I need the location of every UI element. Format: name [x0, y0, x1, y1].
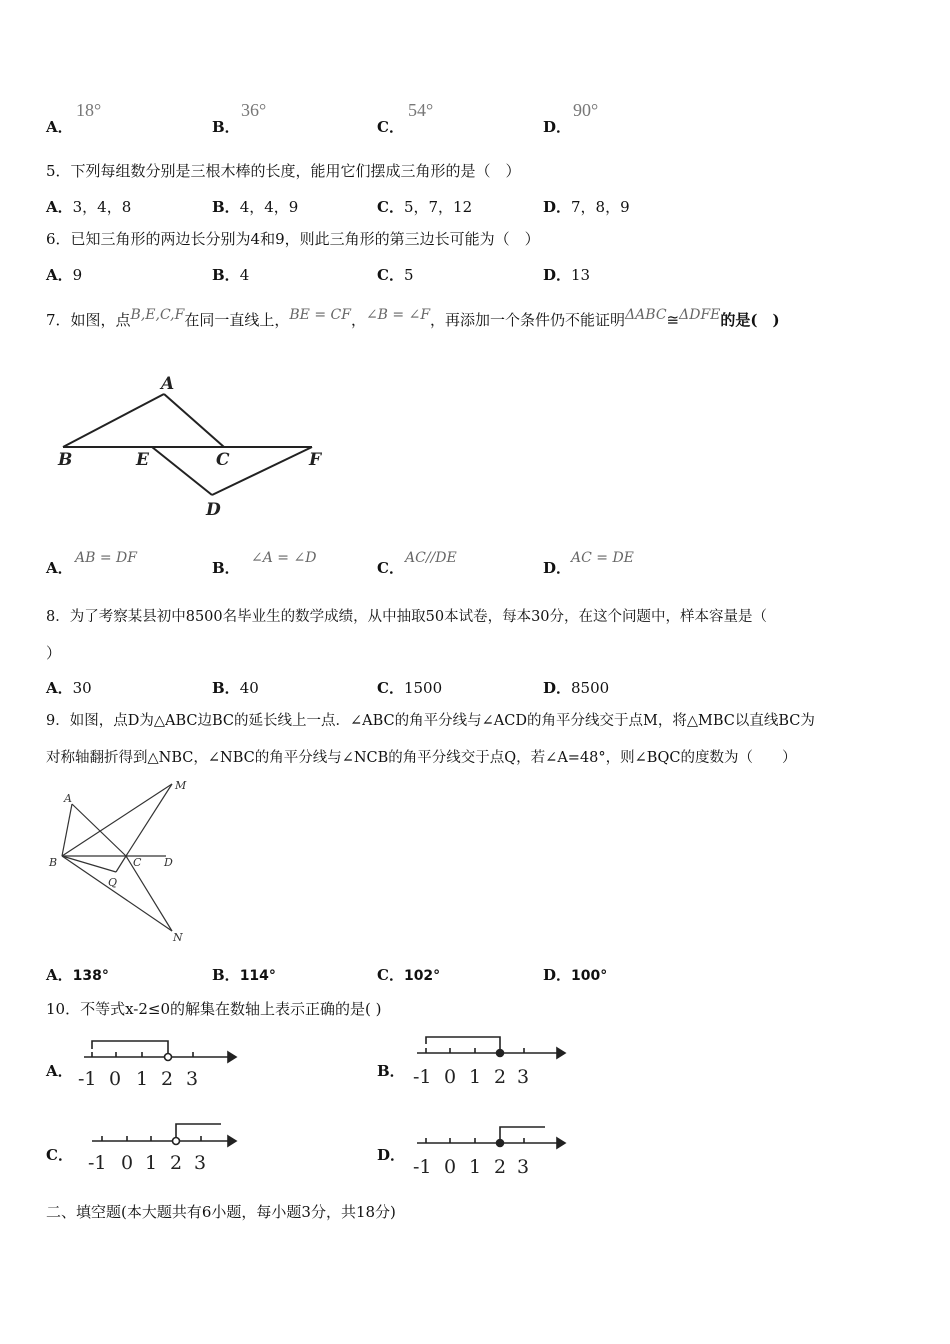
q6-option-b-value: 4 — [239, 266, 250, 284]
q8-option-c-value: 1500 — [403, 679, 443, 697]
q8-option-d-value: 8500 — [571, 679, 610, 697]
q7-stem-c: ，再添加一个条件仍不能证明 — [430, 311, 626, 329]
q6-stem: 6．已知三角形的两边长分别为4和9，则此三角形的第三边长可能为（ ） — [46, 230, 540, 248]
q9-label-c: C — [133, 856, 142, 869]
q10-d-solution-ray — [500, 1127, 545, 1139]
q10-a-open-dot — [165, 1054, 172, 1061]
q10-d-tick-3: 3 — [517, 1156, 530, 1178]
q9-option-b-value: 114° — [239, 968, 276, 984]
q4-option-b-value: 36° — [241, 100, 267, 120]
q8-option-c-label: C． — [377, 679, 404, 697]
q7-stem — [46, 307, 780, 331]
q10-option-c-label: C． — [46, 1146, 73, 1164]
q8-option-d-label: D． — [543, 679, 572, 697]
q7-math-dfe: ΔDFE — [679, 307, 721, 323]
q5-option-a-label: A． — [46, 198, 73, 216]
q10-c-tick-2: 2 — [170, 1152, 183, 1174]
q7-option-d-value: AC = DE — [571, 550, 634, 566]
q7-math-angles: ∠B = ∠F — [365, 307, 431, 323]
q7-stem-d: 的是( ) — [720, 311, 780, 329]
q10-c-tick-n1: -1 — [88, 1152, 107, 1174]
q10-b-solid-dot — [497, 1050, 504, 1057]
q6-option-d-value: 13 — [571, 266, 591, 284]
q9-label-d: D — [164, 856, 173, 869]
q9-option-b-label: B． — [212, 966, 240, 984]
q7-figure — [50, 370, 340, 520]
q10-option-d-label: D． — [377, 1146, 406, 1164]
q9-stem-line1: 9．如图，点D为△ABC边BC的延长线上一点．∠ABC的角平分线与∠ACD的角平分线交于点M，将△MBC以直线BC为 — [46, 713, 815, 729]
q4-option-a-label: A． — [46, 118, 73, 136]
q10-a-tick-3: 3 — [186, 1068, 199, 1090]
q7-option-c-value: AC//DE — [405, 550, 457, 566]
q5-option-d-label: D． — [543, 198, 572, 216]
q7-option-c-label: C． — [377, 559, 404, 577]
q10-d-tick-0: 0 — [444, 1156, 457, 1178]
q10-a-tick-0: 0 — [109, 1068, 122, 1090]
q10-d-tick-1: 1 — [469, 1156, 482, 1178]
q7-option-d-label: D． — [543, 559, 572, 577]
q9-stem-line2: 对称轴翻折得到△NBC，∠NBC的角平分线与∠NCB的角平分线交于点Q，若∠A=48°，则∠BQC的度数为（ ） — [46, 750, 797, 766]
q5-option-b-label: B． — [212, 198, 240, 216]
q10-c-tick-3: 3 — [194, 1152, 207, 1174]
q10-option-a-label: A． — [46, 1062, 73, 1080]
q10-option-b-numberline — [411, 1032, 571, 1092]
q9-figure — [44, 776, 224, 946]
q5-stem: 5．下列每组数分别是三根木棒的长度，能用它们摆成三角形的是（ ） — [46, 162, 521, 180]
q6-option-c-value: 5 — [403, 266, 414, 284]
q9-line-bq — [62, 856, 116, 872]
q4-option-a-value: 18° — [76, 100, 102, 120]
q6-option-c-label: C． — [377, 266, 404, 284]
q7-option-b-value: ∠A = ∠D — [251, 550, 317, 566]
q10-option-b-label: B． — [377, 1062, 405, 1080]
q7-label-e: E — [136, 450, 149, 470]
q9-option-d-value: 100° — [571, 968, 608, 984]
q7-label-d: D — [206, 500, 221, 520]
q8-option-a-label: A． — [46, 679, 73, 697]
q9-option-d-label: D． — [543, 966, 572, 984]
q9-option-c-value: 102° — [403, 968, 441, 984]
q10-stem: 10．不等式x-2≤0的解集在数轴上表示正确的是( ) — [46, 1000, 382, 1018]
q7-math-be-cf: BE = CF — [289, 307, 351, 323]
q10-b-solution-ray — [426, 1037, 500, 1050]
q9-line-ba — [62, 804, 72, 856]
q9-label-q: Q — [108, 876, 118, 889]
q5-option-a-value: 3，4，8 — [72, 198, 132, 216]
q10-option-d-numberline — [411, 1118, 571, 1178]
q7-label-f: F — [309, 450, 322, 470]
q9-label-m: M — [175, 779, 187, 792]
q9-line-bm — [62, 784, 172, 856]
q10-b-tick-1: 1 — [469, 1066, 482, 1088]
q10-a-tick-2: 2 — [161, 1068, 174, 1090]
q7-math-points: B,E,C,F — [130, 307, 185, 323]
q5-option-d-value: 7，8，9 — [571, 198, 630, 216]
q10-option-c-numberline — [86, 1116, 246, 1176]
q10-a-solution-ray — [92, 1041, 168, 1053]
q5-option-b-value: 4，4，9 — [239, 198, 299, 216]
q7-label-a: A — [161, 374, 175, 394]
q4-option-d-label: D． — [543, 118, 572, 136]
q7-stem-a: 7．如图，点 — [46, 311, 131, 329]
q8-option-b-label: B． — [212, 679, 240, 697]
q10-option-a-numberline — [78, 1036, 238, 1092]
q7-congruent-sign: ≅ — [666, 311, 680, 329]
q7-label-b: B — [58, 450, 73, 470]
q9-option-c-label: C． — [377, 966, 404, 984]
section2-title: 二、填空题(本大题共有6小题，每小题3分，共18分) — [46, 1203, 396, 1221]
q10-c-open-dot — [173, 1138, 180, 1145]
q8-option-b-value: 40 — [239, 679, 259, 697]
q9-line-cq — [116, 856, 126, 872]
q9-line-cm — [126, 784, 172, 856]
q6-option-a-value: 9 — [72, 266, 83, 284]
q7-math-abc: ΔABC — [625, 307, 667, 323]
q6-option-b-label: B． — [212, 266, 240, 284]
q5-option-c-label: C． — [377, 198, 404, 216]
q9-line-bn — [62, 856, 172, 931]
q10-a-tick-1: 1 — [136, 1068, 149, 1090]
q9-label-n: N — [173, 931, 183, 944]
q9-option-a-value: 138° — [72, 968, 109, 984]
q10-b-tick-0: 0 — [444, 1066, 457, 1088]
q4-option-c-label: C． — [377, 118, 404, 136]
q7-line-ac — [164, 394, 224, 447]
q10-b-tick-3: 3 — [517, 1066, 530, 1088]
q10-b-tick-n1: -1 — [413, 1066, 432, 1088]
q8-stem-line2: ） — [46, 644, 62, 662]
q4-option-c-value: 54° — [408, 100, 434, 120]
q7-option-a-value: AB = DF — [75, 550, 137, 566]
q9-line-ac — [72, 804, 126, 856]
q9-label-b: B — [49, 856, 58, 869]
q10-c-tick-0: 0 — [121, 1152, 134, 1174]
q9-option-a-label: A． — [46, 966, 73, 984]
q4-option-b-label: B． — [212, 118, 240, 136]
q10-d-tick-2: 2 — [494, 1156, 507, 1178]
q7-line-ed — [152, 447, 212, 495]
q9-label-a: A — [64, 792, 72, 805]
q6-option-d-label: D． — [543, 266, 572, 284]
q7-label-c: C — [216, 450, 230, 470]
q10-d-tick-n1: -1 — [413, 1156, 432, 1178]
q8-option-a-value: 30 — [72, 679, 92, 697]
q8-stem-line1: 8．为了考察某县初中8500名毕业生的数学成绩，从中抽取50本试卷，每本30分，在这个问题中，样本容量是（ — [46, 609, 768, 625]
q5-option-c-value: 5，7，12 — [403, 198, 473, 216]
q10-c-solution-ray — [176, 1124, 221, 1137]
q7-option-b-label: B． — [212, 559, 240, 577]
q10-c-tick-1: 1 — [145, 1152, 158, 1174]
q4-option-d-value: 90° — [573, 100, 599, 120]
q7-option-a-label: A． — [46, 559, 73, 577]
q10-b-tick-2: 2 — [494, 1066, 507, 1088]
q7-line-ba — [63, 394, 164, 447]
q10-a-tick-n1: -1 — [78, 1068, 97, 1090]
q7-comma: ， — [350, 311, 366, 329]
q10-d-solid-dot — [497, 1140, 504, 1147]
q6-option-a-label: A． — [46, 266, 73, 284]
q7-stem-b: 在同一直线上， — [184, 311, 290, 329]
